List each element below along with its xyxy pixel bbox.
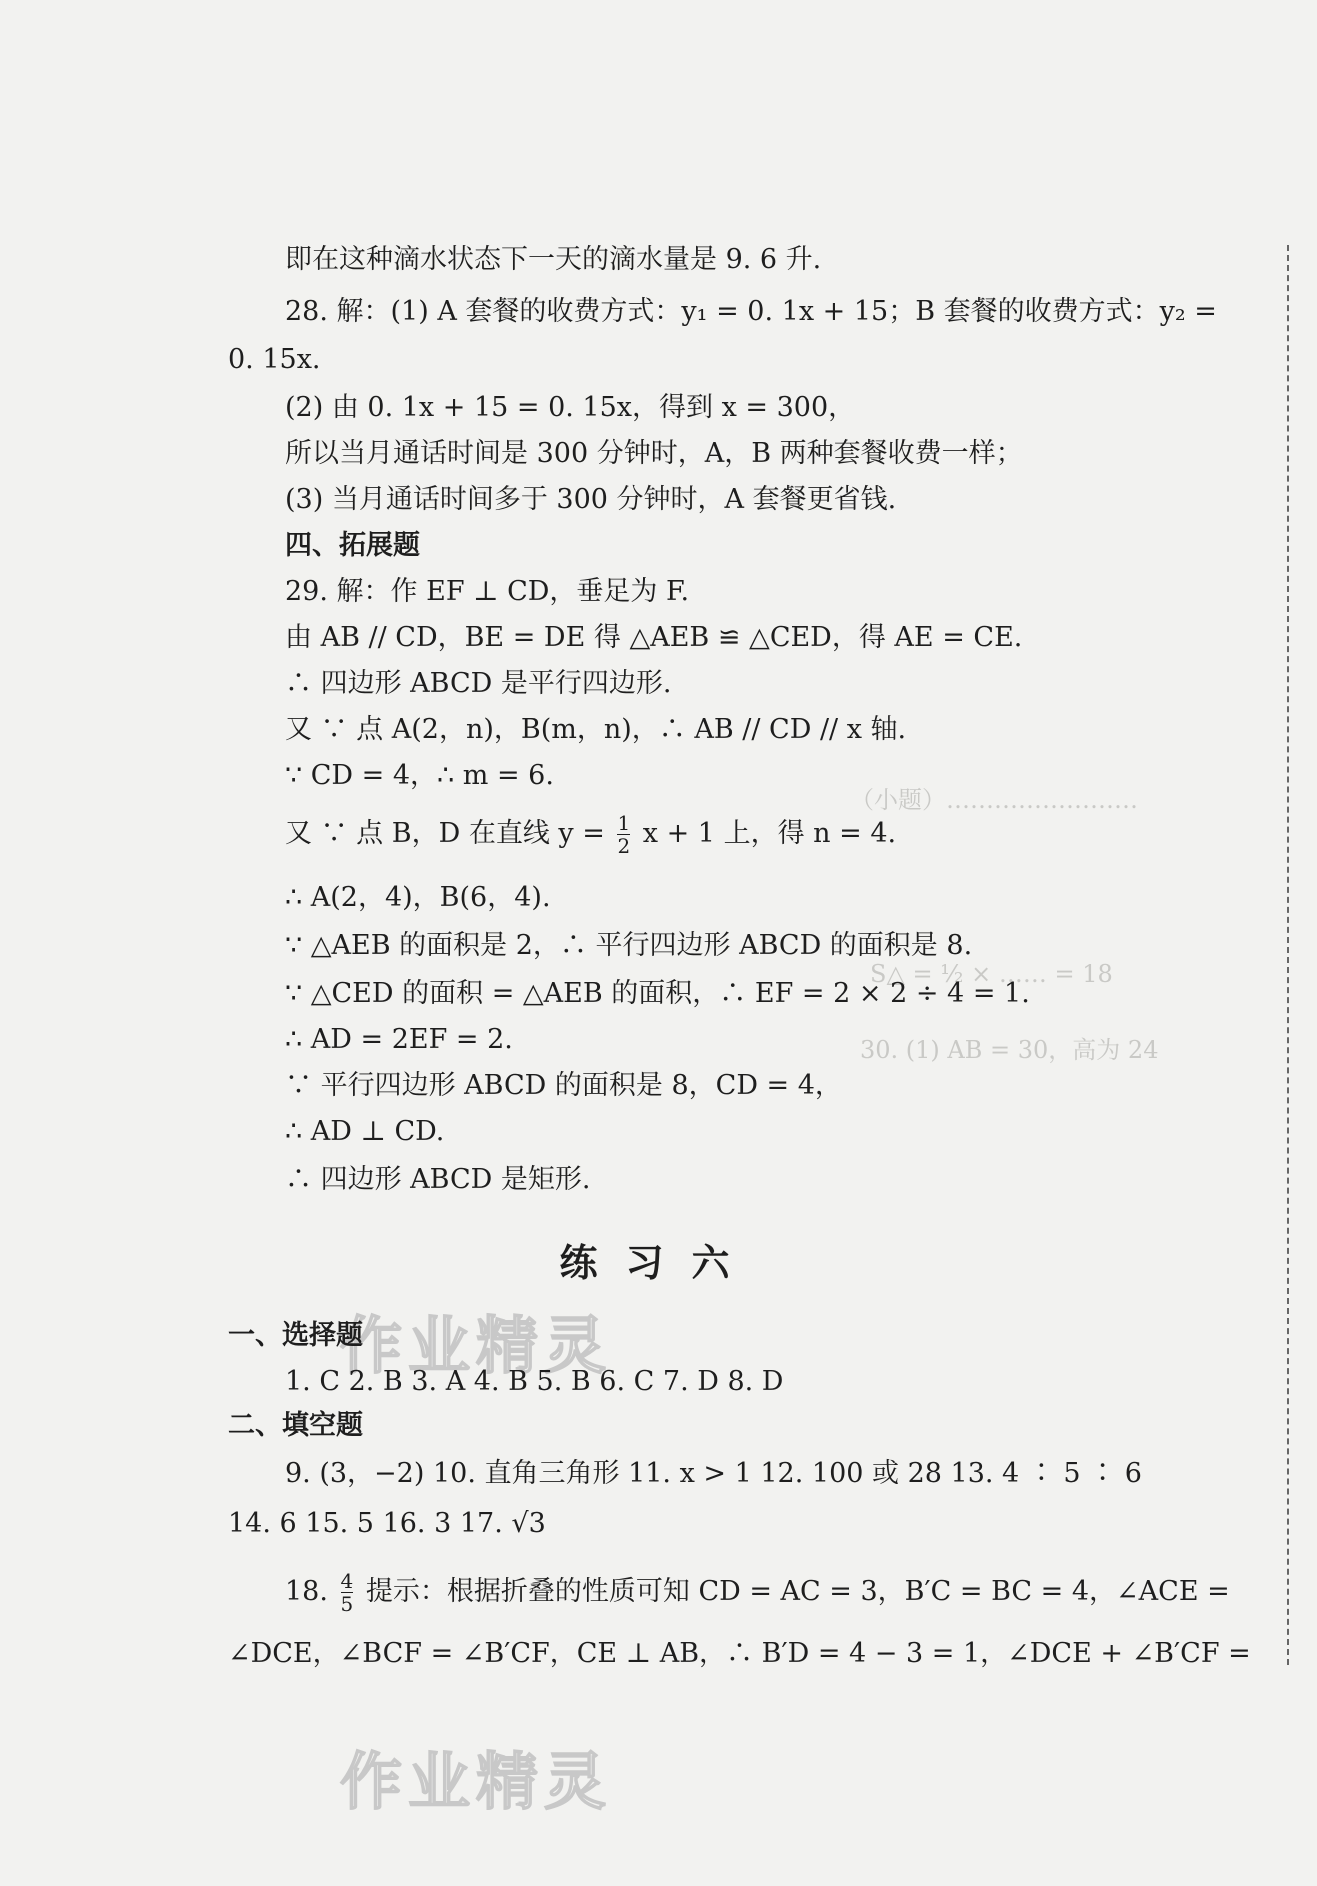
text-line: (2) 由 0. 1x + 15 = 0. 15x，得到 x = 300， — [285, 392, 856, 423]
answer-line: 1. C 2. B 3. A 4. B 5. B 6. C 7. D 8. D — [285, 1366, 784, 1397]
text-line: ∴ AD = 2EF = 2. — [285, 1024, 513, 1055]
section-heading: 二、填空题 — [228, 1410, 363, 1441]
section-heading: 四、拓展题 — [285, 530, 420, 561]
text-line: ∵ △AEB 的面积是 2，∴ 平行四边形 ABCD 的面积是 8. — [285, 930, 973, 961]
question-number: 18. — [285, 1576, 328, 1607]
bleed-through-text: S△ = ½ × …… = 18 — [870, 960, 1113, 988]
line-prefix: 又 ∵ 点 B，D 在直线 y = — [285, 818, 605, 849]
text-line: 又 ∵ 点 A(2，n)，B(m，n)，∴ AB // CD // x 轴. — [285, 714, 907, 745]
text-line: ∠DCE，∠BCF = ∠B′CF，CE ⊥ AB，∴ B′D = 4 − 3 = 1，∠DCE + ∠B′CF = — [228, 1638, 1251, 1669]
text-line: ∵ △CED 的面积 = △AEB 的面积，∴ EF = 2 × 2 ÷ 4 = 1. — [285, 978, 1030, 1009]
fraction-numerator: 1 — [617, 811, 631, 835]
text-line: ∴ AD ⊥ CD. — [285, 1116, 445, 1147]
text-line: ∴ 四边形 ABCD 是矩形. — [285, 1164, 591, 1195]
answer-line-with-fraction — [285, 1570, 1230, 1615]
text-line: (3) 当月通话时间多于 300 分钟时，A 套餐更省钱. — [285, 484, 897, 515]
text-line-with-fraction — [285, 812, 896, 857]
page-title: 练习六 — [559, 1241, 758, 1285]
watermark: 作业精灵 — [340, 1309, 613, 1382]
text-line: 即在这种滴水状态下一天的滴水量是 9. 6 升. — [285, 244, 822, 275]
fraction-denominator: 5 — [340, 1592, 354, 1616]
text-line: ∵ 平行四边形 ABCD 的面积是 8，CD = 4， — [285, 1070, 842, 1101]
bleed-through-text: （小题）…………………… — [850, 786, 1138, 814]
text-line: 所以当月通话时间是 300 分钟时，A，B 两种套餐收费一样； — [285, 438, 1023, 469]
line-suffix: x + 1 上，得 n = 4. — [642, 818, 897, 849]
text-line: 由 AB // CD，BE = DE 得 △AEB ≌ △CED，得 AE = CE. — [285, 622, 1023, 653]
answer-line: 14. 6 15. 5 16. 3 17. √3 — [228, 1508, 546, 1539]
text-line: ∴ A(2，4)，B(6，4). — [285, 882, 551, 913]
answer-line: 9. (3，−2) 10. 直角三角形 11. x > 1 12. 100 或 28 13. 4 ∶ 5 ∶ 6 — [285, 1458, 1142, 1489]
bleed-through-text: 30. (1) AB = 30，高为 24 — [860, 1036, 1159, 1064]
fraction-denominator: 2 — [617, 834, 631, 858]
watermark: 作业精灵 — [340, 1745, 613, 1818]
fraction-numerator: 4 — [340, 1569, 354, 1593]
fraction — [341, 1570, 354, 1615]
text-line: ∴ 四边形 ABCD 是平行四边形. — [285, 668, 672, 699]
fraction — [617, 812, 630, 857]
hint-text: 提示：根据折叠的性质可知 CD = AC = 3，B′C = BC = 4，∠ACE = — [365, 1576, 1230, 1607]
cut-line — [1287, 245, 1290, 1665]
text-line: ∵ CD = 4，∴ m = 6. — [285, 760, 554, 791]
section-heading: 一、选择题 — [228, 1320, 363, 1351]
text-line: 29. 解：作 EF ⊥ CD，垂足为 F. — [285, 576, 690, 607]
text-line: 28. 解：(1) A 套餐的收费方式：y₁ = 0. 1x + 15；B 套餐的收费方式：y₂ = — [285, 296, 1217, 327]
text-line: 0. 15x. — [228, 344, 321, 375]
